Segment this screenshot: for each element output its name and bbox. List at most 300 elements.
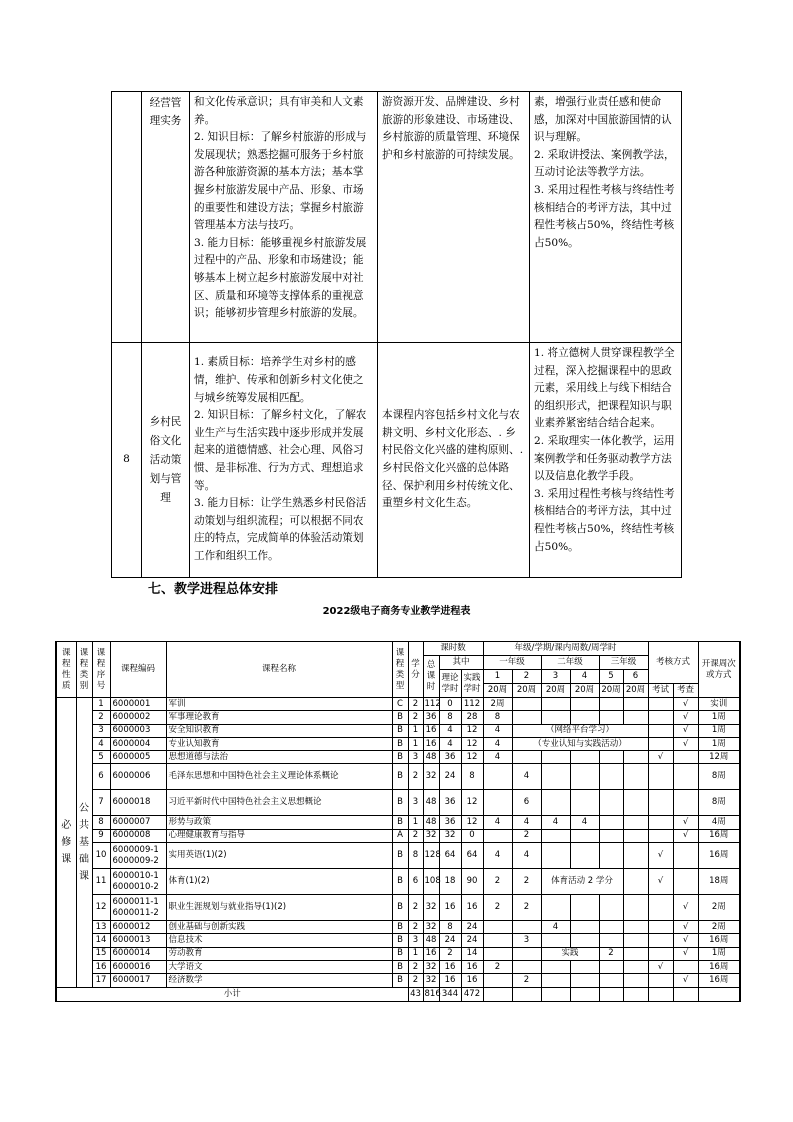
- code-cell: 6000002: [110, 711, 166, 724]
- term-cell: [541, 895, 570, 921]
- total-hours-cell: 16: [423, 724, 439, 737]
- practice-hours-cell: 16: [461, 895, 483, 921]
- total-hours-cell: 112: [423, 698, 439, 711]
- term-cell: 2: [512, 974, 541, 987]
- table-row: [56, 790, 740, 816]
- header-name: 课程名称: [166, 642, 392, 698]
- exam-mark-cell: √: [648, 751, 673, 764]
- term-cell: 8: [483, 711, 512, 724]
- header-of-which: 其中: [439, 656, 483, 670]
- code-cell: 6000008: [110, 829, 166, 842]
- open-weeks-cell: 实训: [698, 698, 740, 711]
- code-cell: 6000014: [110, 947, 166, 960]
- exam-mark-cell: [648, 790, 673, 816]
- theory-hours-cell: 24: [439, 764, 461, 790]
- type-cell: B: [392, 816, 408, 829]
- total-hours-cell: 48: [423, 790, 439, 816]
- check-mark-cell: [673, 869, 698, 895]
- term-span-note: 体育活动 2 学分: [541, 869, 623, 895]
- term-cell: 4: [483, 724, 512, 737]
- credit-cell: 3: [408, 934, 423, 947]
- term-cell: 4: [483, 816, 512, 829]
- term-cell: 4: [512, 764, 541, 790]
- course-name-cell: 职业生涯规划与就业指导(1)(2): [166, 895, 392, 921]
- type-cell: B: [392, 843, 408, 869]
- header-assess: 考核方式: [648, 642, 698, 684]
- type-cell: B: [392, 790, 408, 816]
- exam-mark-cell: [648, 974, 673, 987]
- table-row: [56, 829, 740, 842]
- section-heading: 七、教学进程总体安排: [148, 582, 279, 597]
- exam-mark-cell: [648, 816, 673, 829]
- seq-cell: 12: [92, 895, 110, 921]
- term-cell: [623, 947, 648, 960]
- table-row: [56, 751, 740, 764]
- term-cell: [570, 960, 599, 973]
- theory-hours-cell: 36: [439, 790, 461, 816]
- term-cell: [483, 829, 512, 842]
- term-cell: [541, 974, 570, 987]
- term-cell: [623, 698, 648, 711]
- total-hours-cell: 32: [423, 921, 439, 934]
- practice-hours-cell: 12: [461, 751, 483, 764]
- schedule-title: 2022级电子商务专业教学进程表: [322, 606, 471, 617]
- code-cell: 6000018: [110, 790, 166, 816]
- exam-mark-cell: [648, 895, 673, 921]
- theory-hours-cell: 36: [439, 751, 461, 764]
- subtotal-row: [56, 987, 740, 1001]
- term-cell: [623, 974, 648, 987]
- type-cell: B: [392, 921, 408, 934]
- header-weeks: 20周: [623, 684, 648, 698]
- open-weeks-cell: 16周: [698, 934, 740, 947]
- seq-cell: 15: [92, 947, 110, 960]
- term-cell: [512, 947, 541, 960]
- type-cell: C: [392, 698, 408, 711]
- term-cell: [483, 764, 512, 790]
- term-cell: 2: [483, 895, 512, 921]
- term-cell: [623, 960, 648, 973]
- term-cell: 2: [483, 960, 512, 973]
- course-name-cell: 大学语文: [166, 960, 392, 973]
- open-weeks-cell: 4周: [698, 816, 740, 829]
- term-cell: [483, 934, 512, 947]
- header-term: 2: [512, 670, 541, 684]
- seq-cell: 16: [92, 960, 110, 973]
- open-weeks-cell: 16周: [698, 829, 740, 842]
- header-nature: 课程性质: [56, 642, 76, 698]
- check-mark-cell: [673, 843, 698, 869]
- header-weeks: 20周: [483, 684, 512, 698]
- header-code: 课程编码: [110, 642, 166, 698]
- exam-mark-cell: [648, 711, 673, 724]
- course-name-cell: 形势与政策: [166, 816, 392, 829]
- term-cell: [512, 751, 541, 764]
- credit-cell: 1: [408, 724, 423, 737]
- subtotal-theory: 344: [439, 987, 461, 1001]
- practice-hours-cell: 8: [461, 764, 483, 790]
- total-hours-cell: 36: [423, 711, 439, 724]
- term-cell: [599, 698, 623, 711]
- theory-hours-cell: 16: [439, 895, 461, 921]
- header-weeks: 20周: [599, 684, 623, 698]
- type-cell: B: [392, 869, 408, 895]
- header-practice: 实践学时: [461, 670, 483, 698]
- type-cell: B: [392, 960, 408, 973]
- seq-cell: 13: [92, 921, 110, 934]
- seq-cell: 5: [92, 751, 110, 764]
- total-hours-cell: 48: [423, 934, 439, 947]
- term-cell: [570, 895, 599, 921]
- course-content: 游资源开发、品牌建设、乡村旅游的形象建设、市场建设、乡村旅游的质量管理、环境保护和乡村旅游的可持续发展。: [378, 92, 530, 343]
- term-cell: 4: [512, 816, 541, 829]
- seq-cell: 1: [92, 698, 110, 711]
- table-row: [56, 816, 740, 829]
- code-cell: 6000003: [110, 724, 166, 737]
- course-objectives: 1. 素质目标：培养学生对乡村的感情，维护、传承和创新乡村文化使之与城乡统筹发展相匹配。 2. 知识目标：了解乡村文化，了解农业生产与生活实践中逐步形成并发展起来的道德情感、社会心理、风俗习惯、是非标准、行为方式、理想追求等。 3. 能力目标：让学生熟悉乡村民俗活动策划与组织流程；可以根据不同农庄的特点，完成简单的体验活动策划工作和组织工作。: [190, 343, 378, 578]
- open-weeks-cell: 8周: [698, 764, 740, 790]
- term-cell: [623, 921, 648, 934]
- exam-mark-cell: [648, 764, 673, 790]
- header-weeks: 20周: [541, 684, 570, 698]
- header-term: 6: [623, 670, 648, 684]
- practice-hours-cell: 24: [461, 921, 483, 934]
- seq-cell: 9: [92, 829, 110, 842]
- table-row: [56, 921, 740, 934]
- subtotal-practice: 472: [461, 987, 483, 1001]
- header-grade3: 三年级: [599, 656, 648, 670]
- term-cell: 2: [512, 869, 541, 895]
- check-mark-cell: √: [673, 947, 698, 960]
- course-name-cell: 习近平新时代中国特色社会主义思想概论: [166, 790, 392, 816]
- open-weeks-cell: 2周: [698, 895, 740, 921]
- total-hours-cell: 32: [423, 895, 439, 921]
- practice-hours-cell: 28: [461, 711, 483, 724]
- seq-cell: 6: [92, 764, 110, 790]
- table-row: [56, 960, 740, 973]
- term-cell: 2周: [483, 698, 512, 711]
- course-objectives: 和文化传承意识；具有审美和人文素养。 2. 知识目标：了解乡村旅游的形成与发展现状；熟悉挖掘可服务于乡村旅游各种旅游资源的基本方法；基本掌握乡村旅游发展中产品、形象、市场的重要性和建设方法；掌握乡村旅游管理基本方法与技巧。 3. 能力目标：能够重视乡村旅游发展过程中的产品、形象和市场建设；能够基本上树立起乡村旅游发展中对社区、质量和环境等支撑体系的重视意识；能够初步管理乡村旅游的发展。: [190, 92, 378, 343]
- term-cell: [570, 829, 599, 842]
- term-cell: 2: [512, 829, 541, 842]
- header-theory: 理论学时: [439, 670, 461, 698]
- header-grade2: 二年级: [541, 656, 599, 670]
- term-cell: [541, 960, 570, 973]
- code-cell: 6000007: [110, 816, 166, 829]
- term-cell: [483, 921, 512, 934]
- term-span-note: （专业认知与实践活动）: [512, 737, 648, 750]
- term-cell: [623, 816, 648, 829]
- course-name-cell: 心理健康教育与指导: [166, 829, 392, 842]
- term-cell: 2: [483, 869, 512, 895]
- term-cell: [570, 751, 599, 764]
- course-name-cell: 创业基础与创新实践: [166, 921, 392, 934]
- check-mark-cell: [673, 764, 698, 790]
- total-hours-cell: 32: [423, 960, 439, 973]
- practice-hours-cell: 12: [461, 816, 483, 829]
- course-name-cell: 实用英语(1)(2): [166, 843, 392, 869]
- term-cell: [570, 974, 599, 987]
- term-cell: [541, 764, 570, 790]
- seq-cell: 8: [92, 816, 110, 829]
- theory-hours-cell: 36: [439, 816, 461, 829]
- code-cell: 6000006: [110, 764, 166, 790]
- total-hours-cell: 48: [423, 751, 439, 764]
- theory-hours-cell: 64: [439, 843, 461, 869]
- open-weeks-cell: 16周: [698, 843, 740, 869]
- type-cell: B: [392, 724, 408, 737]
- table-row: [56, 764, 740, 790]
- header-hours: 课时数: [423, 642, 483, 656]
- seq-cell: 17: [92, 974, 110, 987]
- subtotal-total: 816: [423, 987, 439, 1001]
- exam-mark-cell: [648, 737, 673, 750]
- course-name-cell: 思想道德与法治: [166, 751, 392, 764]
- credit-cell: 2: [408, 698, 423, 711]
- check-mark-cell: √: [673, 711, 698, 724]
- term-cell: [599, 921, 623, 934]
- open-weeks-cell: 16周: [698, 960, 740, 973]
- code-cell: 6000011-1 6000011-2: [110, 895, 166, 921]
- term-cell: 4: [483, 737, 512, 750]
- check-mark-cell: [673, 790, 698, 816]
- term-cell: [541, 934, 570, 947]
- term-cell: [623, 764, 648, 790]
- term-cell: 4: [570, 816, 599, 829]
- open-weeks-cell: 1周: [698, 947, 740, 960]
- course-content: 本课程内容包括乡村文化与农耕文明、乡村文化形态、. 乡村民俗文化兴盛的建构原则、. 乡村民俗文化兴盛的总体路径、保护利用乡村传统文化、重塑乡村文化生态。: [378, 343, 530, 578]
- course-name-cell: 安全知识教育: [166, 724, 392, 737]
- type-cell: B: [392, 974, 408, 987]
- total-hours-cell: 108: [423, 869, 439, 895]
- theory-hours-cell: 4: [439, 724, 461, 737]
- practice-hours-cell: 90: [461, 869, 483, 895]
- code-cell: 6000001: [110, 698, 166, 711]
- term-cell: [599, 816, 623, 829]
- course-description-table: [111, 91, 682, 578]
- seq-cell: 14: [92, 934, 110, 947]
- total-hours-cell: 16: [423, 947, 439, 960]
- open-weeks-cell: 12周: [698, 751, 740, 764]
- term-cell: [623, 869, 648, 895]
- theory-hours-cell: 16: [439, 974, 461, 987]
- seq-cell: 11: [92, 869, 110, 895]
- course-number: 8: [112, 343, 142, 578]
- course-name-cell: 军事理论教育: [166, 711, 392, 724]
- term-cell: [599, 960, 623, 973]
- check-mark-cell: √: [673, 921, 698, 934]
- course-name-cell: 经济数学: [166, 974, 392, 987]
- term-cell: [541, 790, 570, 816]
- term-cell: [623, 843, 648, 869]
- term-cell: [541, 698, 570, 711]
- exam-mark-cell: √: [648, 843, 673, 869]
- term-cell: [570, 764, 599, 790]
- term-cell: [623, 829, 648, 842]
- theory-hours-cell: 0: [439, 698, 461, 711]
- term-cell: [599, 790, 623, 816]
- subtotal-credit: 43: [408, 987, 423, 1001]
- term-cell: [512, 960, 541, 973]
- theory-hours-cell: 18: [439, 869, 461, 895]
- open-weeks-cell: 16周: [698, 974, 740, 987]
- schedule-header: [56, 642, 740, 698]
- total-hours-cell: 32: [423, 829, 439, 842]
- total-hours-cell: 32: [423, 764, 439, 790]
- code-cell: 6000005: [110, 751, 166, 764]
- seq-cell: 2: [92, 711, 110, 724]
- type-cell: B: [392, 947, 408, 960]
- credit-cell: 2: [408, 829, 423, 842]
- term-cell: [623, 790, 648, 816]
- header-check: 考查: [673, 684, 698, 698]
- course-row: [112, 92, 682, 343]
- term-cell: [483, 790, 512, 816]
- practice-hours-cell: 16: [461, 960, 483, 973]
- code-cell: 6000009-1 6000009-2: [110, 843, 166, 869]
- course-nature-cell: 必修课: [56, 698, 76, 988]
- check-mark-cell: √: [673, 724, 698, 737]
- theory-hours-cell: 24: [439, 934, 461, 947]
- term-cell: [623, 895, 648, 921]
- check-mark-cell: [673, 960, 698, 973]
- type-cell: B: [392, 895, 408, 921]
- term-cell: 2: [512, 895, 541, 921]
- term-cell: [483, 947, 512, 960]
- practice-hours-cell: 12: [461, 724, 483, 737]
- term-cell: [623, 934, 648, 947]
- exam-mark-cell: [648, 829, 673, 842]
- seq-cell: 10: [92, 843, 110, 869]
- term-cell: 2: [599, 947, 623, 960]
- credit-cell: 6: [408, 869, 423, 895]
- seq-cell: 3: [92, 724, 110, 737]
- course-name-cell: 体育(1)(2): [166, 869, 392, 895]
- term-cell: 4: [483, 843, 512, 869]
- course-number: [112, 92, 142, 343]
- course-name-cell: 毛泽东思想和中国特色社会主义理论体系概论: [166, 764, 392, 790]
- term-cell: [599, 764, 623, 790]
- subtotal-label: 小计: [56, 987, 408, 1001]
- term-cell: [541, 751, 570, 764]
- header-grade: 年级/学期/课内周数/周学时: [483, 642, 648, 656]
- term-cell: [512, 711, 541, 724]
- theory-hours-cell: 2: [439, 947, 461, 960]
- exam-mark-cell: √: [648, 960, 673, 973]
- course-name-cell: 信息技术: [166, 934, 392, 947]
- term-cell: 6: [512, 790, 541, 816]
- check-mark-cell: √: [673, 974, 698, 987]
- type-cell: B: [392, 934, 408, 947]
- term-cell: [599, 934, 623, 947]
- course-category-cell: 公共基础课: [76, 698, 92, 988]
- course-row: [112, 343, 682, 578]
- total-hours-cell: 48: [423, 816, 439, 829]
- type-cell: B: [392, 764, 408, 790]
- open-weeks-cell: 1周: [698, 737, 740, 750]
- type-cell: B: [392, 751, 408, 764]
- code-cell: 6000012: [110, 921, 166, 934]
- credit-cell: 1: [408, 816, 423, 829]
- table-row: [56, 974, 740, 987]
- exam-mark-cell: [648, 724, 673, 737]
- header-exam: 考试: [648, 684, 673, 698]
- term-cell: [570, 790, 599, 816]
- course-name-cell: 劳动教育: [166, 947, 392, 960]
- open-weeks-cell: 18周: [698, 869, 740, 895]
- total-hours-cell: 16: [423, 737, 439, 750]
- teaching-schedule-table: [55, 641, 741, 1002]
- theory-hours-cell: 16: [439, 960, 461, 973]
- exam-mark-cell: [648, 947, 673, 960]
- exam-mark-cell: [648, 921, 673, 934]
- credit-cell: 2: [408, 895, 423, 921]
- open-weeks-cell: 2周: [698, 921, 740, 934]
- practice-hours-cell: 16: [461, 974, 483, 987]
- term-cell: [570, 934, 599, 947]
- check-mark-cell: √: [673, 737, 698, 750]
- practice-hours-cell: 24: [461, 934, 483, 947]
- code-cell: 6000004: [110, 737, 166, 750]
- term-cell: 4: [541, 921, 570, 934]
- header-term: 4: [570, 670, 599, 684]
- term-cell: [570, 843, 599, 869]
- header-term: 1: [483, 670, 512, 684]
- exam-mark-cell: [648, 698, 673, 711]
- open-weeks-cell: 1周: [698, 724, 740, 737]
- term-cell: [623, 711, 648, 724]
- exam-mark-cell: √: [648, 869, 673, 895]
- term-cell: [599, 974, 623, 987]
- theory-hours-cell: 8: [439, 711, 461, 724]
- header-term: 3: [541, 670, 570, 684]
- course-name: 乡村民俗文化活动策划与管理: [142, 343, 190, 578]
- theory-hours-cell: 8: [439, 921, 461, 934]
- check-mark-cell: [673, 751, 698, 764]
- credit-cell: 2: [408, 974, 423, 987]
- term-cell: 4: [512, 843, 541, 869]
- credit-cell: 8: [408, 843, 423, 869]
- term-cell: [599, 711, 623, 724]
- term-cell: [570, 921, 599, 934]
- credit-cell: 2: [408, 711, 423, 724]
- schedule-body: [56, 698, 740, 988]
- course-name-cell: 军训: [166, 698, 392, 711]
- teaching-requirements: 1. 将立德树人贯穿课程教学全过程，深入挖掘课程中的思政元素，采用线上与线下相结合的组织形式，把课程知识与职业素养紧密结合结合起来。 2. 采取理实一体化教学，运用案例教学和任务驱动教学方法以及信息化教学手段。 3. 采用过程性考核与终结性考核相结合的考评方法，其中过程性考核占50%，终结性考核占50%。: [530, 343, 682, 578]
- check-mark-cell: √: [673, 829, 698, 842]
- term-cell: 4: [541, 816, 570, 829]
- term-cell: [512, 921, 541, 934]
- credit-cell: 1: [408, 947, 423, 960]
- open-weeks-cell: 1周: [698, 711, 740, 724]
- code-cell: 6000013: [110, 934, 166, 947]
- term-span-note: （网络平台学习）: [512, 724, 648, 737]
- practice-hours-cell: 14: [461, 947, 483, 960]
- table-row: [56, 711, 740, 724]
- seq-cell: 7: [92, 790, 110, 816]
- term-cell: [541, 843, 570, 869]
- header-open-weeks: 开课周次或方式: [698, 642, 740, 698]
- theory-hours-cell: 32: [439, 829, 461, 842]
- header-total: 总课时: [423, 656, 439, 698]
- term-cell: [570, 711, 599, 724]
- header-grade1: 一年级: [483, 656, 541, 670]
- check-mark-cell: √: [673, 698, 698, 711]
- practice-hours-cell: 0: [461, 829, 483, 842]
- check-mark-cell: √: [673, 934, 698, 947]
- term-cell: 3: [512, 934, 541, 947]
- type-cell: B: [392, 737, 408, 750]
